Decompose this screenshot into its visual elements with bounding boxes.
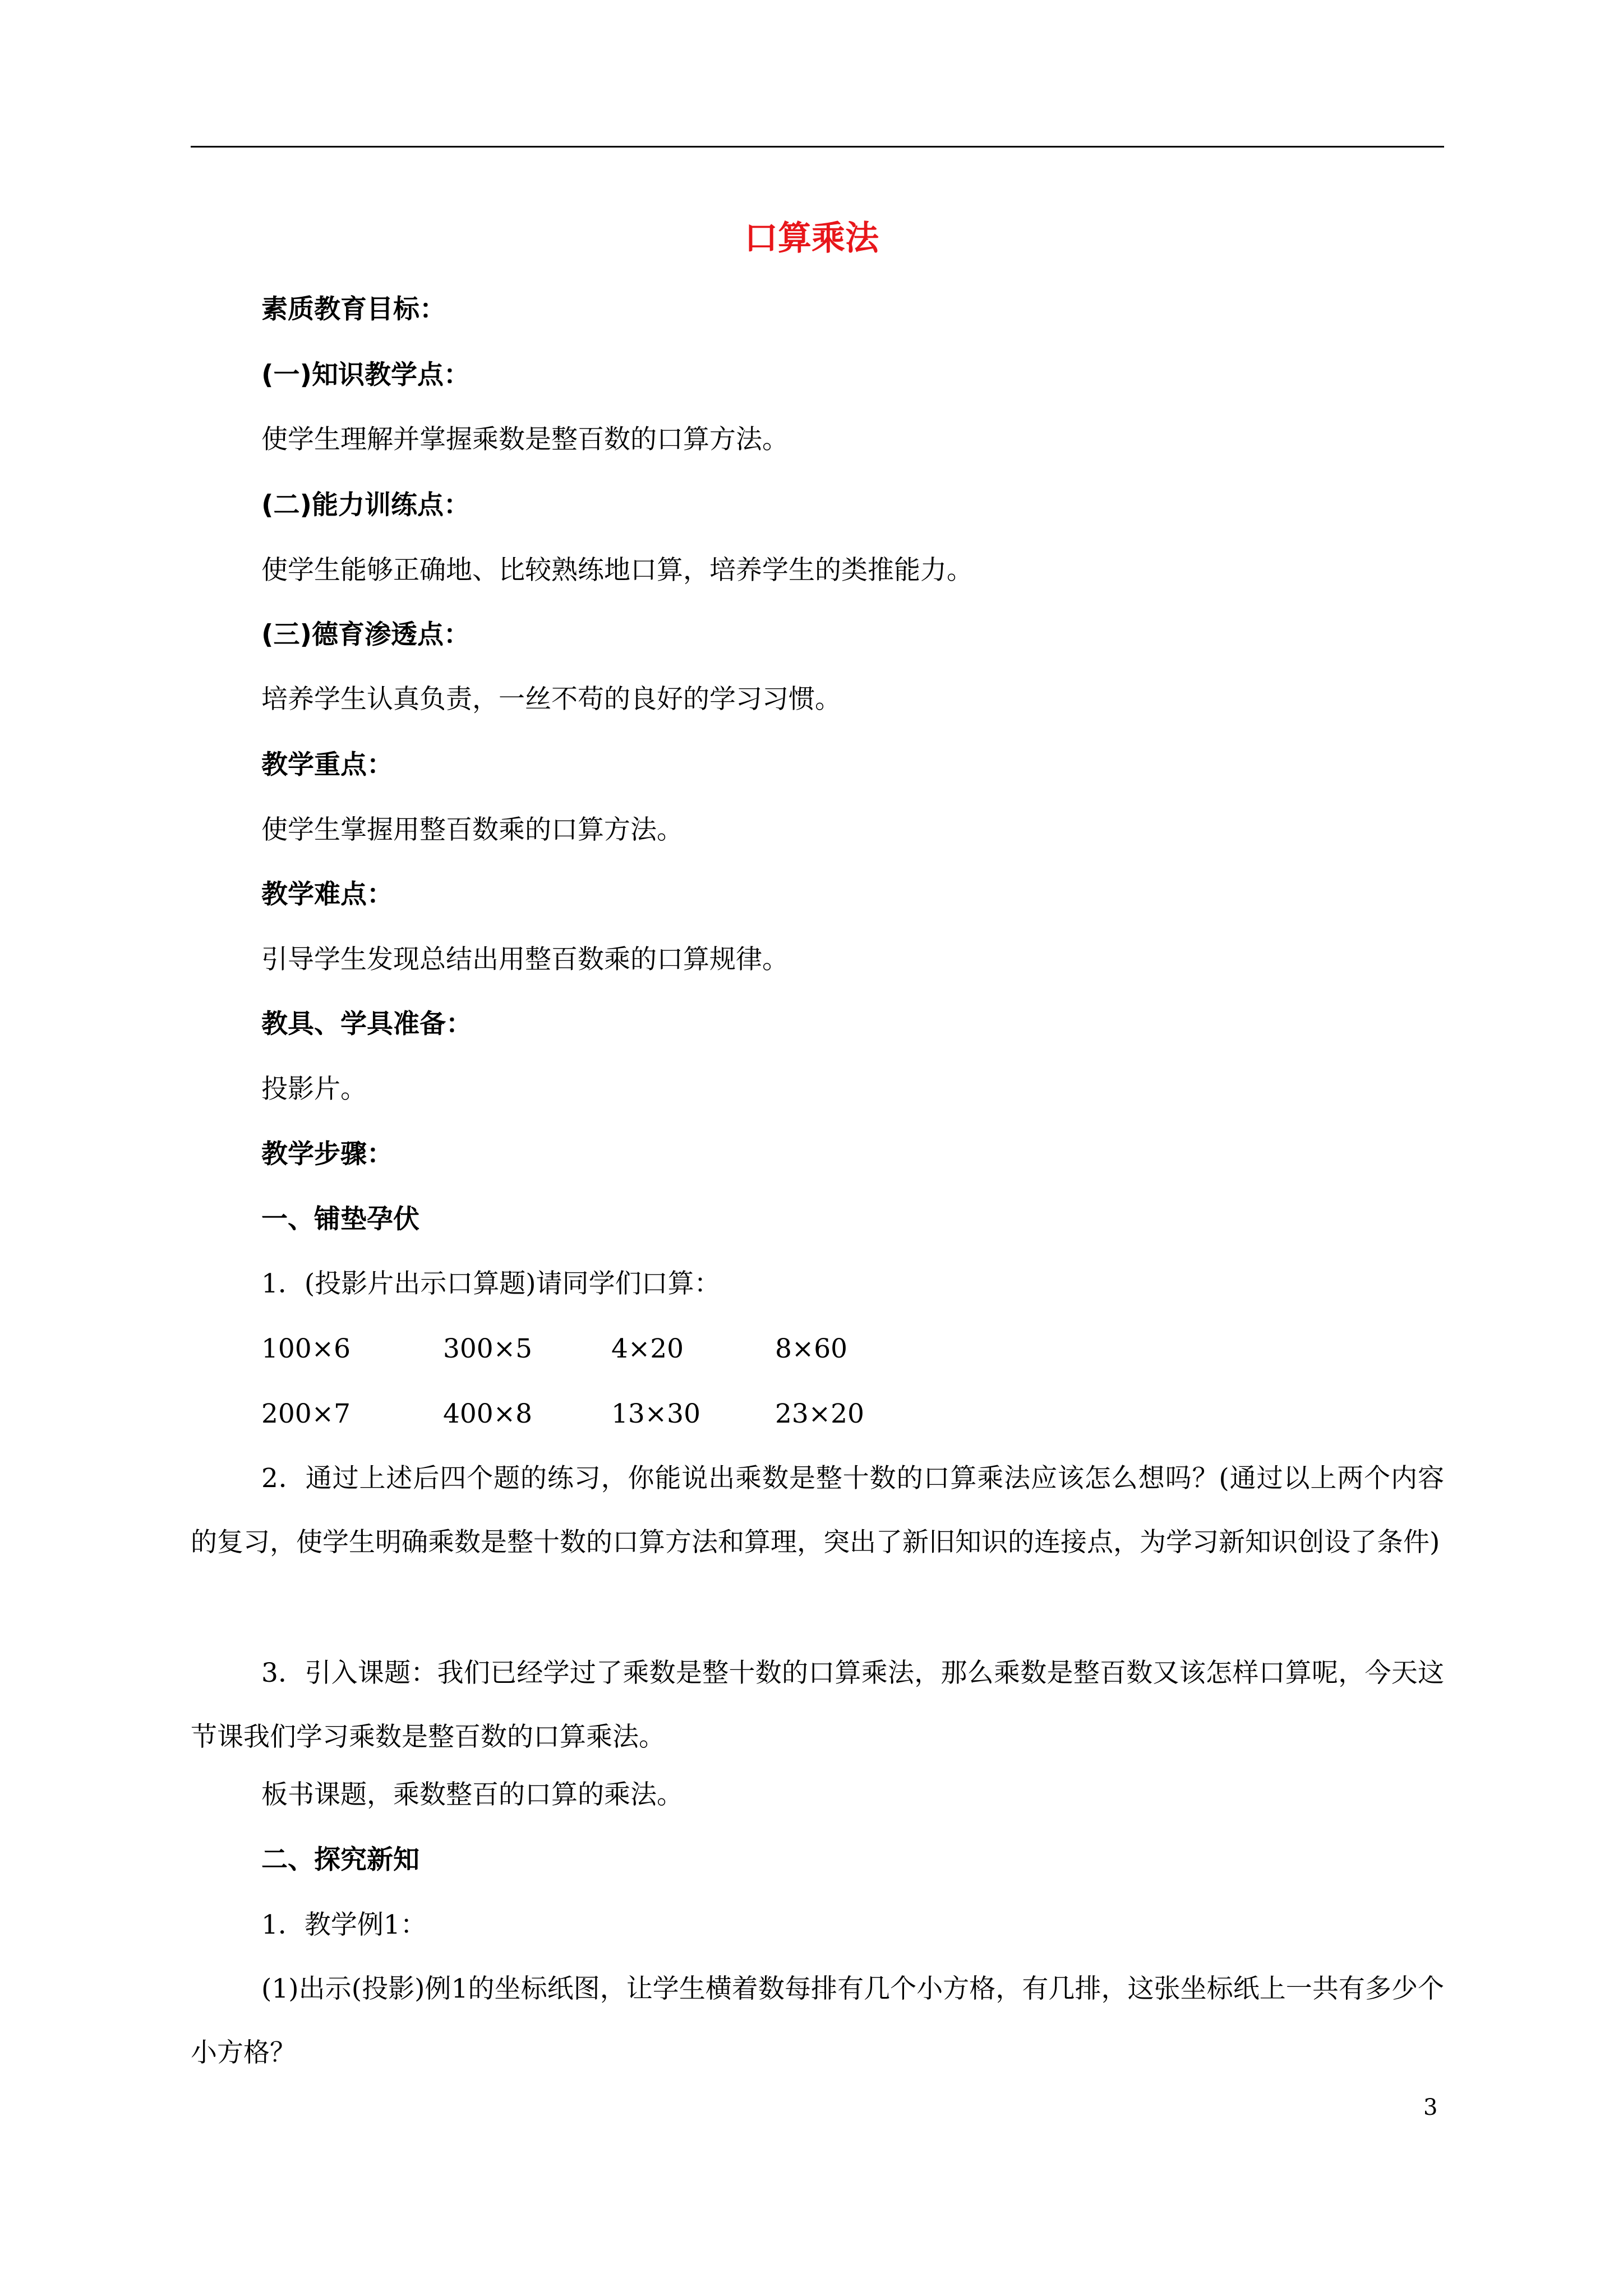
tools-text: 投影片。: [261, 1074, 367, 1105]
key-text: 使学生掌握用整百数乘的口算方法。: [261, 815, 683, 845]
moral-text: 培养学生认真负责，一丝不苟的良好的学习习惯。: [261, 684, 841, 715]
key-heading: 教学重点：: [261, 749, 393, 780]
example1-text: 1．教学例1：: [261, 1910, 427, 1940]
knowledge-text: 使学生理解并掌握乘数是整百数的口算方法。: [261, 424, 789, 455]
page-number: 3: [1423, 2095, 1438, 2120]
header-rule: [191, 146, 1444, 148]
calc-item: 4×20: [611, 1333, 684, 1364]
step2-paragraph: 2．通过上述后四个题的练习，你能说出乘数是整十数的口算乘法应该怎么想吗？(通过以上两个内容的复习，使学生明确乘数是整十数的口算方法和算理，突出了新旧知识的连接点，为学习新知识创设了条件): [191, 1463, 1444, 1558]
calc-item: 200×7: [261, 1398, 351, 1429]
calc-item: 100×6: [261, 1333, 351, 1364]
ability-text: 使学生能够正确地、比较熟练地口算，培养学生的类推能力。: [261, 555, 973, 586]
step1-text: 1．(投影片出示口算题)请同学们口算：: [261, 1268, 721, 1299]
tools-heading: 教具、学具准备：: [261, 1009, 472, 1039]
steps-heading: 教学步骤：: [261, 1139, 393, 1170]
document-title: 口算乘法: [744, 219, 879, 258]
knowledge-heading: (一)知识教学点：: [261, 360, 470, 390]
ability-heading: (二)能力训练点：: [261, 490, 470, 521]
step3-paragraph: 3．引入课题：我们已经学过了乘数是整十数的口算乘法，那么乘数是整百数又该怎样口算呢，今天这节课我们学习乘数是整百数的口算乘法。: [191, 1658, 1444, 1752]
example1-detail: (1)出示(投影)例1的坐标纸图，让学生横着数每排有几个小方格，有几排，这张坐标纸上一共有多少个小方格？: [191, 1973, 1444, 2068]
calc-item: 23×20: [775, 1398, 864, 1429]
calc-item: 13×30: [611, 1398, 700, 1429]
board-text: 板书课题，乘数整百的口算的乘法。: [261, 1779, 683, 1810]
section1-heading: 一、铺垫孕伏: [261, 1204, 419, 1235]
goal-heading: 素质教育目标：: [261, 294, 446, 325]
calc-item: 400×8: [443, 1398, 532, 1429]
difficulty-text: 引导学生发现总结出用整百数乘的口算规律。: [261, 944, 789, 975]
calc-item: 8×60: [775, 1333, 848, 1364]
section2-heading: 二、探究新知: [261, 1844, 419, 1875]
difficulty-heading: 教学难点：: [261, 879, 393, 910]
moral-heading: (三)德育渗透点：: [261, 619, 470, 650]
calc-item: 300×5: [443, 1333, 532, 1364]
